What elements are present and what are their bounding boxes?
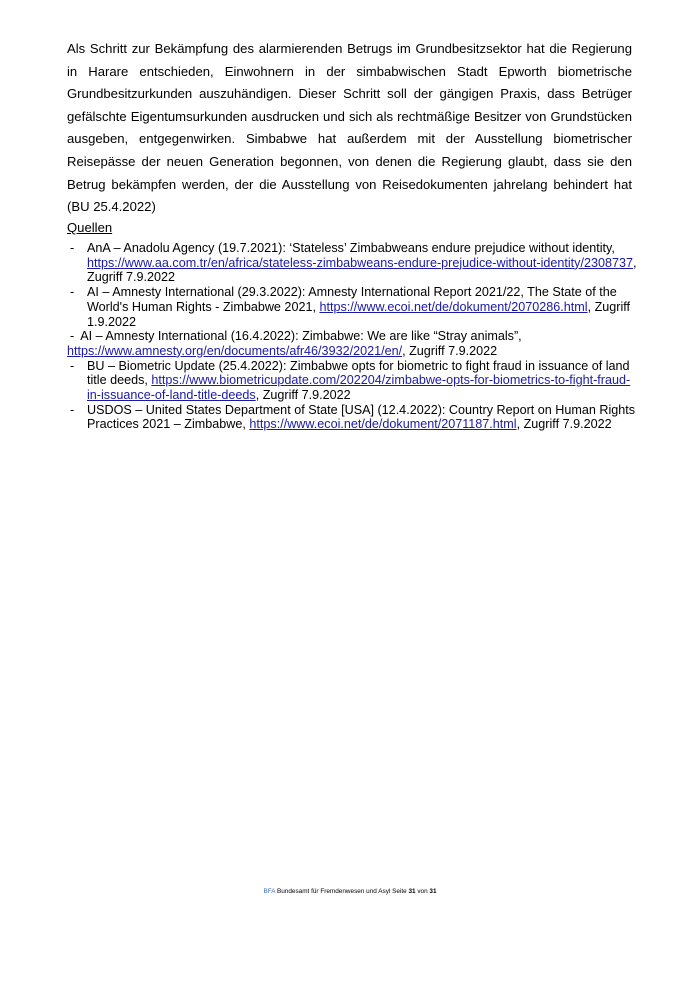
source-link[interactable]: https://www.ecoi.net/de/dokument/2071187.html — [249, 417, 517, 432]
source-access-date: , Zugriff 7.9.2022 — [402, 343, 498, 358]
footer-org: Bundesamt für Fremdenwesen und Asyl Seite — [275, 888, 409, 895]
source-access-date: , Zugriff 7.9.2022 — [516, 417, 612, 432]
source-link[interactable]: https://www.biometricupdate.com/202204/zimbabwe-opts-for-biometrics-to-fight-fraud-in-issuance-of-land-title-deeds — [87, 373, 631, 403]
source-item-ai-stray-animals — [67, 329, 637, 358]
source-item-ai-report — [67, 285, 637, 329]
list-dash: - — [70, 241, 75, 255]
footer-page-number: 31 — [408, 888, 416, 895]
list-dash: - — [70, 285, 75, 300]
source-access-date: , Zugriff 1.9.2022 — [87, 299, 631, 329]
source-link[interactable]: https://www.aa.com.tr/en/africa/stateless-zimbabweans-endure-prejudice-without-identity/2308737 — [87, 255, 634, 270]
source-link[interactable]: https://www.amnesty.org/en/documents/afr46/3932/2021/en/ — [67, 343, 403, 358]
list-dash: - — [70, 329, 75, 344]
source-item-usdos — [67, 403, 637, 432]
list-dash: - — [70, 358, 75, 373]
sources-heading: Quellen — [67, 220, 113, 235]
footer-page-total: 31 — [429, 888, 437, 895]
source-text: USDOS – United States Department of State [USA] (12.4.2022): Country Report on Human Rights Practices 2021 – Zimbabwe, — [87, 402, 636, 432]
source-text: AnA – Anadolu Agency (19.7.2021): ‘Stateless’ Zimbabweans endure prejudice without identity, — [87, 241, 615, 255]
list-dash: - — [70, 402, 75, 417]
source-link[interactable]: https://www.ecoi.net/de/dokument/2070286.html — [319, 299, 588, 314]
source-item-bu — [67, 359, 637, 403]
page-footer — [0, 887, 700, 896]
source-access-date: , Zugriff 7.9.2022 — [255, 388, 351, 403]
footer-of: von — [415, 888, 430, 895]
source-text: AI – Amnesty International (29.3.2022): Amnesty International Report 2021/22, The State of the World's Human Rights - Zimbabwe 2021, — [87, 285, 617, 314]
bfa-brand: BFA — [263, 888, 276, 895]
source-text: BU – Biometric Update (25.4.2022): Zimbabwe opts for biometric to fight fraud in issuance of land title deeds, — [87, 358, 630, 388]
source-access-date: , Zugriff 7.9.2022 — [87, 255, 637, 285]
source-text: AI – Amnesty International (16.4.2022): Zimbabwe: We are like “Stray animals”, — [80, 329, 522, 344]
source-item-ana — [67, 241, 637, 285]
body-paragraph: Als Schritt zur Bekämpfung des alarmierenden Betrugs im Grundbesitzsektor hat die Regierung in Harare entschieden, Einwohnern in der simbabwischen Stadt Epworth biometrische Grundbesitzurkunden auszuhändigen. Dieser Schritt soll der gängigen Praxis, dass Betrüger gefälschte Eigentumsurkunden ausdrucken und sich als rechtmäßige Besitzer von Grundstücken ausgeben, entgegenwirken. Simbabwe hat außerdem mit der Ausstellung biometrischer Reisepässe der neuen Generation begonnen, von denen die Regierung glaubt, dass sie den Betrug bekämpfen werden, der die Ausstellung von Reisedokumenten jahrelang behindert hat (BU 25.4.2022) — [67, 41, 632, 215]
sources-list — [67, 241, 637, 432]
